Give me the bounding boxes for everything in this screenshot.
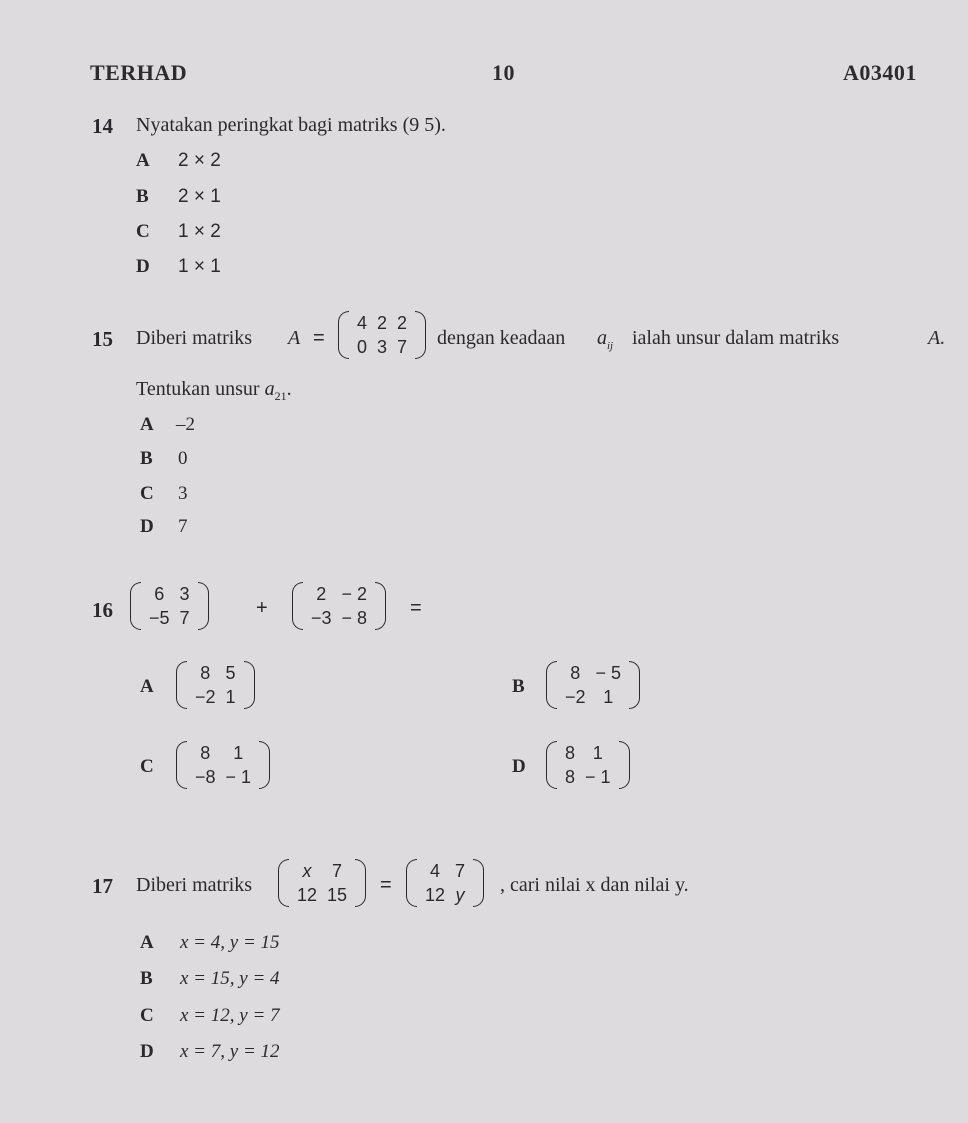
option-letter: B bbox=[512, 676, 525, 697]
option-value: 1 × 2 bbox=[178, 221, 221, 242]
option-matrix bbox=[176, 661, 255, 709]
matrix-cell: − 2 bbox=[341, 584, 368, 604]
matrix-cell: 12 bbox=[425, 885, 446, 905]
matrix-cell: 8 bbox=[565, 743, 576, 763]
matrix-cell: 4 bbox=[357, 313, 368, 333]
matrix-cell: 2 bbox=[316, 584, 327, 604]
matrix-right-operand bbox=[292, 582, 386, 630]
option-letter: C bbox=[140, 1005, 154, 1026]
matrix-cell: 1 bbox=[603, 687, 614, 707]
option-letter: C bbox=[136, 221, 150, 242]
option-matrix bbox=[176, 741, 270, 789]
option-letter: B bbox=[136, 186, 149, 207]
matrix-cell: x bbox=[302, 861, 312, 881]
matrix-cell: 8 bbox=[200, 743, 211, 763]
matrix-cell: 8 bbox=[200, 663, 211, 683]
question-text-mid: dengan keadaan bbox=[437, 327, 566, 349]
option-letter: C bbox=[140, 483, 154, 504]
matrix-cell: −8 bbox=[195, 767, 216, 787]
matrix-cell: 0 bbox=[357, 337, 368, 357]
option-value: x = 7, y = 12 bbox=[180, 1041, 280, 1062]
question-text: Nyatakan peringkat bagi matriks (9 5). bbox=[136, 114, 446, 136]
matrix-cell: 15 bbox=[327, 885, 348, 905]
option-letter: C bbox=[140, 756, 154, 777]
matrix-cell: 2 bbox=[397, 313, 408, 333]
option-letter: D bbox=[512, 756, 526, 777]
matrix-name-end: A. bbox=[928, 327, 946, 349]
question-text-post: , cari nilai x dan nilai y. bbox=[500, 874, 689, 896]
matrix-left-operand bbox=[130, 582, 209, 630]
matrix-cell: 3 bbox=[377, 337, 388, 357]
matrix-cell: − 1 bbox=[225, 767, 252, 787]
matrix-cell: y bbox=[455, 885, 465, 905]
question-number: 14 bbox=[92, 114, 113, 138]
matrix-cell: 8 bbox=[570, 663, 581, 683]
matrix-cell: − 1 bbox=[585, 767, 611, 787]
question-number: 15 bbox=[92, 327, 113, 351]
matrix-a bbox=[338, 311, 426, 359]
matrix-cell: 3 bbox=[179, 584, 190, 604]
option-letter: A bbox=[140, 414, 154, 435]
question-text-post: ialah unsur dalam matriks bbox=[632, 327, 840, 349]
option-value: 7 bbox=[178, 516, 188, 537]
matrix-cell: 2 bbox=[377, 313, 388, 333]
question-text-pre: Diberi matriks bbox=[136, 327, 253, 349]
matrix-left bbox=[278, 859, 366, 907]
equals-sign: = bbox=[380, 874, 392, 896]
matrix-cell: 7 bbox=[455, 861, 466, 881]
matrix-cell: 1 bbox=[225, 687, 236, 707]
matrix-cell: 7 bbox=[179, 608, 190, 628]
option-value: 0 bbox=[178, 448, 188, 469]
option-letter: A bbox=[140, 932, 154, 953]
plus-sign: + bbox=[256, 597, 268, 619]
matrix-cell: 7 bbox=[332, 861, 343, 881]
matrix-cell: − 5 bbox=[595, 663, 622, 683]
matrix-cell: −2 bbox=[565, 687, 586, 707]
option-value: x = 15, y = 4 bbox=[180, 968, 280, 989]
matrix-cell: −3 bbox=[311, 608, 332, 628]
matrix-cell: 4 bbox=[430, 861, 441, 881]
matrix-name: A bbox=[288, 327, 301, 349]
option-letter: B bbox=[140, 968, 153, 989]
matrix-cell: 1 bbox=[233, 743, 244, 763]
option-letter: D bbox=[140, 516, 154, 537]
matrix-cell: − 8 bbox=[341, 608, 368, 628]
option-value: x = 12, y = 7 bbox=[180, 1005, 280, 1026]
option-matrix bbox=[546, 661, 640, 709]
option-value: 2 × 2 bbox=[178, 150, 221, 171]
element-notation: $a_{ij}$ bbox=[597, 327, 614, 352]
equals-sign: = bbox=[313, 327, 325, 349]
option-letter: A bbox=[140, 676, 154, 697]
matrix-cell: 6 bbox=[154, 584, 165, 604]
matrix-right bbox=[406, 859, 484, 907]
option-letter: D bbox=[136, 256, 150, 277]
option-letter: B bbox=[140, 448, 153, 469]
matrix-cell: −2 bbox=[195, 687, 216, 707]
matrix-cell: −5 bbox=[149, 608, 170, 628]
option-matrix bbox=[546, 741, 630, 789]
option-letter: D bbox=[140, 1041, 154, 1062]
header-page-number: 10 bbox=[492, 60, 515, 85]
question-text-line2: Tentukan unsur $a_{21}$. bbox=[136, 378, 292, 403]
matrix-cell: 5 bbox=[225, 663, 236, 683]
option-letter: A bbox=[136, 150, 150, 171]
header-classification: TERHAD bbox=[90, 60, 188, 85]
matrix-cell: 1 bbox=[592, 743, 603, 763]
question-number: 16 bbox=[92, 598, 113, 622]
option-value: x = 4, y = 15 bbox=[180, 932, 280, 953]
question-text-pre: Diberi matriks bbox=[136, 874, 253, 896]
option-value: 1 × 1 bbox=[178, 256, 221, 277]
option-value: 3 bbox=[178, 483, 188, 504]
equals-sign: = bbox=[410, 597, 422, 619]
matrix-cell: 12 bbox=[297, 885, 318, 905]
question-number: 17 bbox=[92, 874, 113, 898]
option-value: 2 × 1 bbox=[178, 186, 221, 207]
option-value: –2 bbox=[176, 414, 195, 435]
matrix-cell: 7 bbox=[397, 337, 408, 357]
header-code: A03401 bbox=[843, 60, 917, 85]
matrix-cell: 8 bbox=[565, 767, 576, 787]
